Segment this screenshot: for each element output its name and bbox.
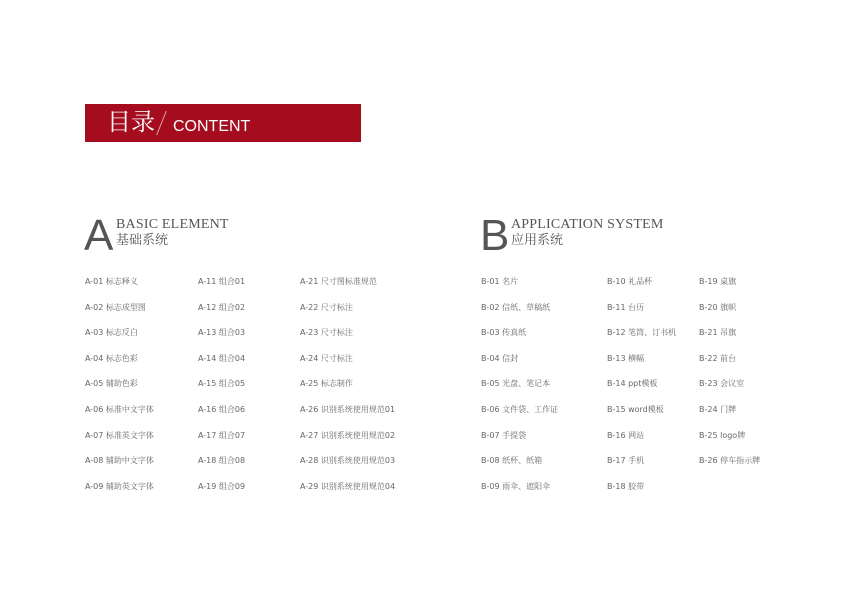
toc-entry[interactable]: A-08 辅助中文字体 xyxy=(85,456,154,466)
toc-entry[interactable]: B-26 停车指示牌 xyxy=(699,456,761,466)
toc-entry[interactable]: A-21 尺寸图标准规范 xyxy=(300,277,377,286)
section-a-column-1 xyxy=(85,274,154,504)
toc-entry[interactable]: B-19 桌旗 xyxy=(699,277,737,286)
toc-entry[interactable]: B-17 手机 xyxy=(607,456,645,466)
toc-entry[interactable]: B-14 ppt模板 xyxy=(607,379,658,389)
toc-entry[interactable]: A-04 标志色彩 xyxy=(85,353,138,363)
toc-entry[interactable]: A-24 尺寸标注 xyxy=(300,353,353,363)
section-b-column-3 xyxy=(699,274,760,479)
toc-entry[interactable]: A-07 标准英文字体 xyxy=(85,430,154,440)
toc-entry[interactable]: A-01 标志释义 xyxy=(85,277,138,286)
toc-entry[interactable]: A-06 标准中文字体 xyxy=(85,404,154,414)
section-b-column-2 xyxy=(607,274,676,504)
toc-entry[interactable]: A-19 组合09 xyxy=(198,481,246,491)
toc-entry[interactable]: B-12 笔筒、订书机 xyxy=(607,328,677,338)
section-a-title-en: BASIC ELEMENT xyxy=(116,217,229,232)
page-title-cn: 目录 xyxy=(107,108,155,136)
toc-entry[interactable]: A-18 组合08 xyxy=(198,456,246,466)
toc-entry[interactable]: B-20 旗帜 xyxy=(699,302,737,312)
section-b-title-cn: 应用系统 xyxy=(511,233,564,248)
section-b-title-en: APPLICATION SYSTEM xyxy=(511,217,664,232)
toc-entry[interactable]: A-11 组合01 xyxy=(198,277,246,286)
toc-entry[interactable]: B-16 网站 xyxy=(607,430,645,440)
section-a-letter: A xyxy=(84,211,114,260)
toc-entry[interactable]: B-13 横幅 xyxy=(607,353,645,363)
toc-entry[interactable]: B-25 logo牌 xyxy=(699,430,746,440)
toc-entry[interactable]: B-22 前台 xyxy=(699,353,737,363)
toc-entry[interactable]: A-02 标志成型图 xyxy=(85,302,146,312)
section-b-letter: B xyxy=(480,211,510,260)
toc-entry[interactable]: B-03 传真纸 xyxy=(481,328,527,338)
toc-entry[interactable]: A-22 尺寸标注 xyxy=(300,302,353,312)
toc-entry[interactable]: A-23 尺寸标注 xyxy=(300,328,353,338)
title-divider xyxy=(156,111,167,135)
toc-entry[interactable]: A-17 组合07 xyxy=(198,430,246,440)
toc-entry[interactable]: A-26 识别系统使用规范01 xyxy=(300,404,396,414)
toc-entry[interactable]: A-25 标志制作 xyxy=(300,379,353,389)
toc-entry[interactable]: A-03 标志反白 xyxy=(85,328,138,338)
toc-entry[interactable]: A-16 组合06 xyxy=(198,404,246,414)
toc-entry[interactable]: B-11 台历 xyxy=(607,302,645,312)
toc-entry[interactable]: A-13 组合03 xyxy=(198,328,246,338)
toc-entry[interactable]: A-15 组合05 xyxy=(198,379,246,389)
section-a-column-2 xyxy=(198,274,245,504)
toc-entry[interactable]: B-23 会议室 xyxy=(699,379,745,389)
title-banner xyxy=(85,104,361,142)
toc-entry[interactable]: B-02 信纸、草稿纸 xyxy=(481,302,551,312)
section-b-column-1 xyxy=(481,274,558,504)
toc-entry[interactable]: B-24 门牌 xyxy=(699,404,737,414)
toc-entry[interactable]: B-08 纸杯、纸箱 xyxy=(481,456,543,466)
toc-entry[interactable]: A-12 组合02 xyxy=(198,302,246,312)
toc-entry[interactable]: B-09 雨伞、遮阳伞 xyxy=(481,481,551,491)
section-a-column-3 xyxy=(300,274,395,504)
toc-entry[interactable]: A-05 辅助色彩 xyxy=(85,379,138,389)
toc-entry[interactable]: B-18 胶带 xyxy=(607,481,645,491)
toc-entry[interactable]: A-28 识别系统使用规范03 xyxy=(300,456,396,466)
toc-entry[interactable]: B-07 手提袋 xyxy=(481,430,527,440)
page-title-en: CONTENT xyxy=(173,118,251,135)
toc-entry[interactable]: A-29 识别系统使用规范04 xyxy=(300,481,396,491)
toc-entry[interactable]: B-15 word模板 xyxy=(607,404,664,414)
section-a-title-cn: 基础系统 xyxy=(116,233,169,248)
toc-entry[interactable]: A-14 组合04 xyxy=(198,353,246,363)
toc-entry[interactable]: A-09 辅助英文字体 xyxy=(85,481,154,491)
toc-entry[interactable]: B-05 光盘、笔记本 xyxy=(481,379,551,389)
toc-entry[interactable]: B-10 礼品杯 xyxy=(607,277,653,286)
toc-entry[interactable]: B-06 文件袋、工作证 xyxy=(481,404,559,414)
toc-entry[interactable]: B-01 名片 xyxy=(481,277,519,286)
toc-entry[interactable]: B-04 信封 xyxy=(481,353,519,363)
toc-entry[interactable]: B-21 吊旗 xyxy=(699,328,737,338)
toc-entry[interactable]: A-27 识别系统使用规范02 xyxy=(300,430,396,440)
